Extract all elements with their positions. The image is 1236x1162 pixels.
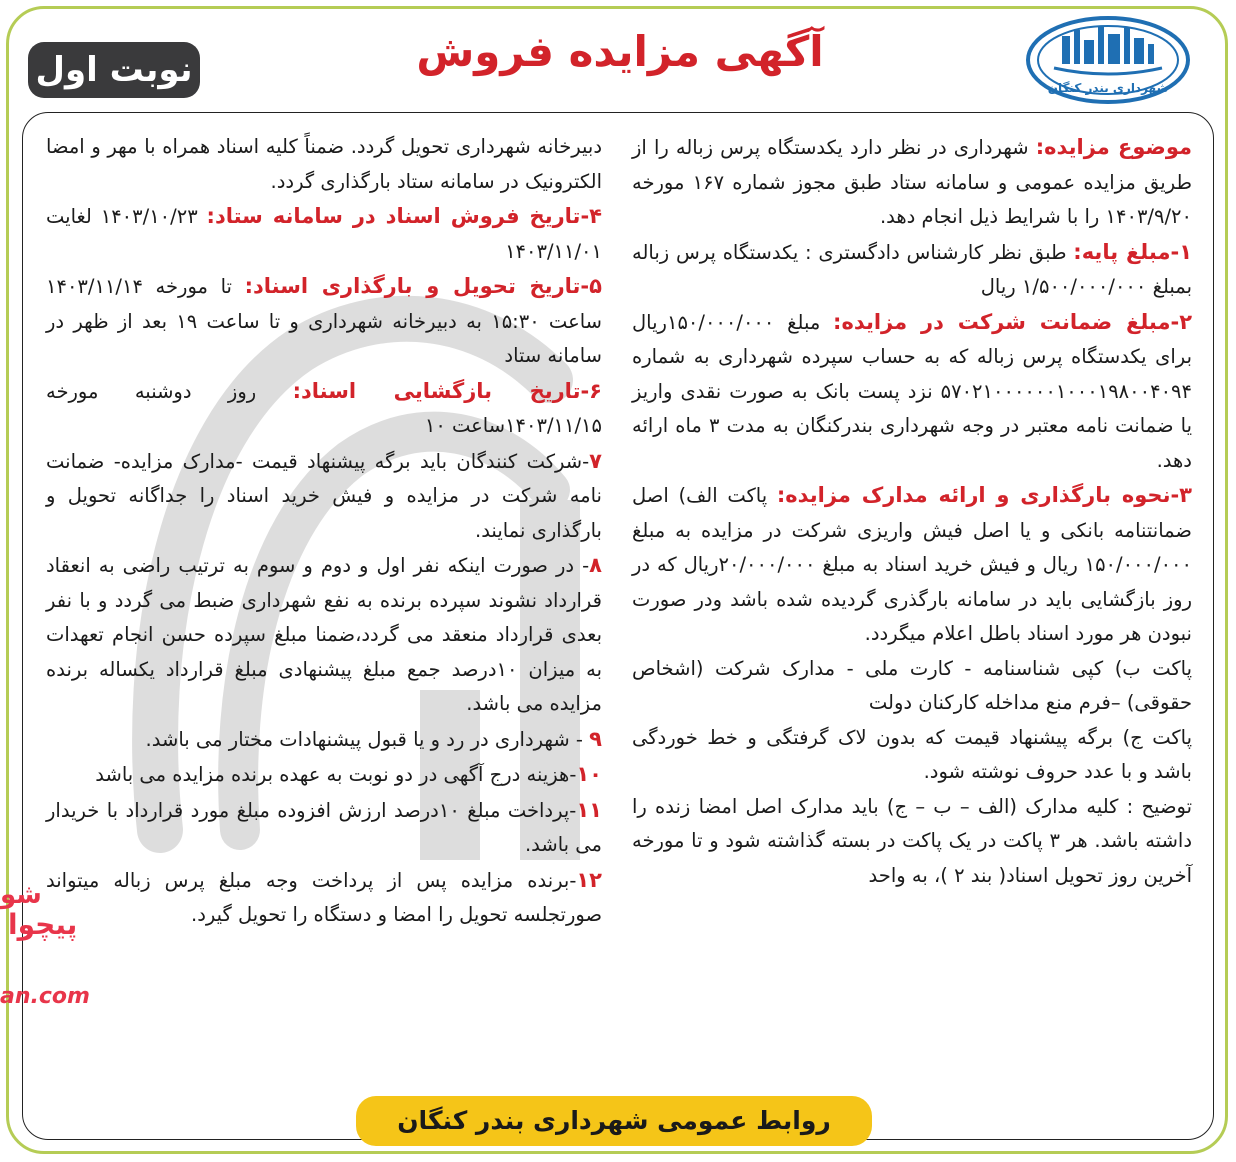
upload-method-heading: ۳-نحوه بارگذاری و ارائه مدارک مزایده: (776, 483, 1192, 507)
subject-heading: موضوع مزایده: (1035, 135, 1192, 159)
clause-10 (46, 757, 602, 793)
base-price-text: طبق نظر کارشناس دادگستری : یکدستگاه پرس زباله بمبلغ ۱/۵۰۰/۰۰۰/۰۰۰ ریال (632, 240, 1192, 298)
envelope-c-paragraph: پاکت ج) برگه پیشنهاد قیمت که بدون لاک گرفتگی و خط خوردگی باشد و با عدد حروف نوشته شود. (632, 725, 1192, 783)
envelope-b-paragraph: پاکت ب) کپی شناسنامه - کارت ملی - مدارک شرکت (اشخاص حقوقی) –فرم منع مداخله کارکنان دولت (632, 656, 1192, 714)
subject-text: شهرداری در نظر دارد یکدستگاه پرس زباله را از طریق مزایده عمومی و سامانه ستاد طبق مجوز شماره ۱۶۷ مورخه ۱۴۰۳/۹/۲۰ را با شرایط ذیل انجام دهد. (632, 136, 1192, 228)
delivery-date-heading: ۵-تاریخ تحویل و بارگذاری اسناد: (244, 274, 602, 298)
guarantee-paragraph (632, 305, 1192, 479)
clause-10-text: -هزینه درج آگهی در دو نوبت به عهده برنده مزایده می باشد (95, 763, 577, 786)
clause-10-number: ۱۰ (576, 762, 602, 786)
footer-public-relations: روابط عمومی شهرداری بندر کنگان (356, 1096, 872, 1146)
side-watermark-line1: شو (0, 880, 42, 910)
upload-method-paragraph (632, 478, 1192, 652)
clause-11 (46, 793, 602, 863)
left-column (46, 130, 602, 933)
note-paragraph: توضیح : کلیه مدارک (الف – ب – ج) باید مدارک اصل امضا زنده را داشته باشد. هر ۳ پاکت در یک پاکت در بسته گذاشته شود و تا مورخه آخرین روز تحویل اسناد( بند ۲ )، به واحد (632, 794, 1193, 887)
clause-7-text: -شرکت کنندگان باید برگه پیشنهاد قیمت -مدارک مزایده- ضمانت نامه شرکت در مزایده و فیش خرید اسناد را جداگانه تحویل و بارگذاری نمایند. (46, 449, 602, 542)
logo-caption: شهرداری بندر کنگان (1047, 81, 1169, 95)
right-column (632, 130, 1192, 893)
sale-date-heading: ۴-تاریخ فروش اسناد در سامانه ستاد: (206, 204, 602, 228)
clause-8-text: - در صورت اینکه نفر اول و دوم و سوم به ترتیب راضی به انعقاد قرارداد نشوند سپرده برنده به نفع شهرداری ضبط می گردد و با نفر بعدی قرارداد منعقد می گردد،ضمنا مبلغ سپرده حسن انجام تعهدات به میزان ۱۰درصد جمع مبلغ پیشنهادی مبلغ قرارداد یکساله برنده مزایده می باشد. (46, 554, 602, 715)
sale-date-paragraph (46, 199, 602, 269)
clause-11-number: ۱۱ (576, 797, 602, 822)
base-price-heading: ۱-مبلغ پایه: (1073, 239, 1193, 264)
upload-method-text: پاکت الف) اصل ضمانتنامه بانکی و یا اصل فیش واریزی شرکت در مزایده به مبلغ ۱۵۰/۰۰۰/۰۰۰ ریال و فیش خرید اسناد به مبلغ ۲۰/۰۰۰/۰۰۰ریال که در روز بازگشایی باید در سامانه بارگذری گردیده شده باشد ودر صورت نبودن هر مورد اسناد باطل اعلام میگردد. (632, 484, 1192, 645)
sale-date-text: ۱۴۰۳/۱۰/۲۳ لغایت ۱۴۰۳/۱۱/۰۱ (46, 205, 602, 263)
clause-9-number: ۹ (589, 726, 602, 751)
page-title: آگهی مزایده فروش (416, 27, 824, 76)
clause-7 (46, 444, 602, 549)
clause-11-text: -پرداخت مبلغ ۱۰درصد ارزش افزوده مبلغ مورد قرارداد با خریدار می باشد. (46, 798, 602, 856)
side-watermark-line3: an.com (0, 984, 90, 1009)
opening-date-heading: ۶-تاریخ بازگشایی اسناد: (292, 378, 602, 403)
clause-12-text: -برنده مزایده پس از پرداخت وجه مبلغ پرس زباله میتواند صورتجلسه تحویل را امضا و دستگاه را تحویل گیرد. (46, 868, 602, 926)
first-round-badge: نوبت اول (28, 42, 200, 98)
clause-9-text: - شهرداری در رد و یا قبول پیشنهادات مختار می باشد. (145, 727, 590, 751)
base-price-paragraph (632, 235, 1192, 305)
delivery-date-text: تا مورخه ۱۴۰۳/۱۱/۱۴ ساعت ۱۵:۳۰ به دبیرخانه شهرداری و تا ساعت ۱۹ بعد از ظهر در سامانه ستاد (46, 275, 602, 367)
clause-7-number: ۷ (589, 448, 602, 473)
clause-8-number: ۸ (589, 553, 602, 577)
opening-date-paragraph (46, 374, 602, 444)
subject-paragraph (632, 130, 1192, 235)
municipality-logo (1024, 14, 1192, 106)
opening-date-text: روز دوشنبه مورخه ۱۴۰۳/۱۱/۱۵ساعت ۱۰ (46, 379, 602, 437)
guarantee-text: مبلغ ۱۵۰/۰۰۰/۰۰۰ریال برای یکدستگاه پرس زباله که به حساب سپرده شهرداری به شماره ۵۷۰۲۱۰۰۰۰۰۰۱۰۰۰۱۹۸۰۰۴۰۹۴ نزد پست بانک به صورت نقدی واریز یا ضمانت نامه معتبر در وجه شهرداری بندرکنگان به مدت ۳ ماه ارائه دهد. (632, 310, 1192, 472)
delivery-date-paragraph (46, 269, 602, 374)
clause-12 (46, 863, 602, 933)
side-watermark (0, 880, 96, 1040)
clause-8 (46, 548, 602, 722)
delivery-note-paragraph: دبیرخانه شهرداری تحویل گردد. ضمناً کلیه اسناد همراه با مهر و امضا الکترونیک در سامانه ستاد بارگذاری گردد. (46, 135, 602, 193)
clause-12-number: ۱۲ (576, 867, 602, 892)
guarantee-heading: ۲-مبلغ ضمانت شرکت در مزایده: (833, 309, 1193, 334)
side-watermark-line2: پیچوا (8, 908, 78, 941)
clause-9 (46, 722, 602, 758)
